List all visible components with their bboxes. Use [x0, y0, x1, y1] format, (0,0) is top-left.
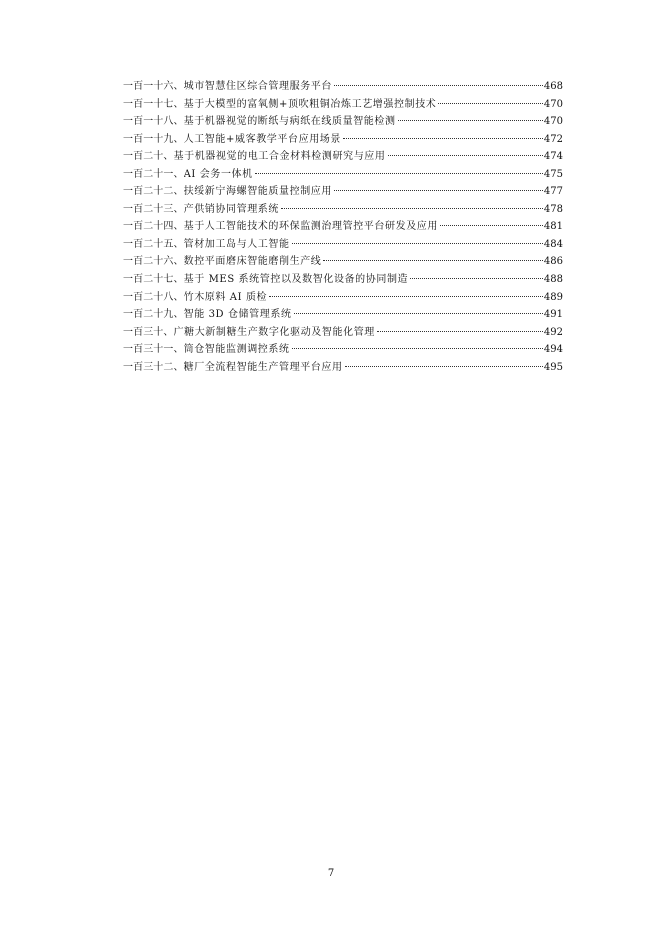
toc-dot-leader: [294, 313, 543, 314]
table-of-contents: [123, 78, 563, 376]
toc-entry-page[interactable]: 481: [543, 221, 563, 233]
toc-entry-page[interactable]: 488: [543, 274, 563, 286]
toc-entry-title[interactable]: 产供销协同管理系统: [183, 203, 280, 215]
toc-entry-page[interactable]: 474: [543, 151, 563, 163]
toc-entry[interactable]: [123, 166, 563, 184]
toc-entry[interactable]: [123, 236, 563, 254]
toc-entry-number: 一百二十三、: [123, 203, 184, 215]
toc-entry-page[interactable]: 495: [543, 361, 563, 373]
toc-dot-leader: [323, 260, 542, 261]
toc-entry-title[interactable]: 基于机器视觉的断纸与病纸在线质量智能检测: [183, 116, 396, 128]
toc-dot-leader: [281, 208, 543, 209]
toc-entry-number: 一百三十二、: [123, 361, 184, 373]
toc-entry-page[interactable]: 477: [543, 186, 563, 198]
toc-entry-number: 一百一十六、: [123, 81, 184, 92]
toc-entry-number: 一百一十八、: [123, 116, 184, 128]
toc-entry-number: 一百二十五、: [123, 238, 184, 250]
toc-entry-page[interactable]: 478: [543, 203, 563, 215]
toc-entry-number: 一百二十八、: [123, 291, 184, 303]
toc-dot-leader: [345, 366, 543, 367]
toc-entry-title[interactable]: 筒仓智能监测调控系统: [183, 344, 290, 356]
toc-entry-number: 一百二十二、: [123, 186, 184, 198]
toc-entry-page[interactable]: 470: [543, 116, 563, 128]
toc-dot-leader: [255, 173, 543, 174]
toc-entry-page[interactable]: 491: [543, 309, 563, 321]
toc-entry[interactable]: [123, 359, 563, 377]
toc-entry-title[interactable]: 人工智能+威客教学平台应用场景: [183, 133, 341, 145]
toc-entry[interactable]: [123, 183, 563, 201]
toc-entry-title[interactable]: 城市智慧住区综合管理服务平台: [183, 81, 333, 92]
toc-entry[interactable]: [123, 271, 563, 289]
toc-dot-leader: [410, 278, 543, 279]
toc-dot-leader: [438, 103, 543, 104]
toc-dot-leader: [343, 138, 543, 139]
toc-dot-leader: [388, 155, 543, 156]
toc-entry-number: 一百三十、: [123, 326, 174, 338]
toc-entry-title[interactable]: 数控平面磨床智能磨削生产线: [183, 256, 322, 268]
toc-entry-number: 一百二十四、: [123, 221, 184, 233]
toc-entry-title[interactable]: 基于 MES 系统管控以及数智化设备的协同制造: [183, 274, 409, 286]
toc-entry-page[interactable]: 494: [543, 344, 563, 356]
toc-dot-leader: [398, 120, 543, 121]
toc-entry-title[interactable]: 智能 3D 仓储管理系统: [183, 309, 292, 321]
toc-dot-leader: [440, 225, 543, 226]
toc-dot-leader: [334, 190, 543, 191]
toc-entry-title[interactable]: 广糖大新制糖生产数字化驱动及智能化管理: [173, 326, 375, 338]
toc-entry-number: 一百三十一、: [123, 344, 184, 356]
toc-entry[interactable]: [123, 289, 563, 307]
toc-entry-title[interactable]: 基于机器视觉的电工合金材料检测研究与应用: [173, 151, 386, 163]
toc-entry[interactable]: [123, 218, 563, 236]
toc-entry-number: 一百一十七、: [123, 98, 184, 110]
toc-entry-number: 一百二十九、: [123, 309, 184, 321]
page-number: 7: [327, 868, 335, 879]
toc-entry-page[interactable]: 486: [543, 256, 563, 268]
toc-entry-page[interactable]: 475: [543, 168, 563, 180]
toc-entry-title[interactable]: 基于人工智能技术的环保监测治理管控平台研发及应用: [183, 221, 439, 233]
toc-entry-page[interactable]: 472: [543, 133, 563, 145]
toc-entry-number: 一百二十、: [123, 151, 174, 163]
toc-entry[interactable]: [123, 131, 563, 149]
toc-entry-title[interactable]: AI 会务一体机: [183, 168, 253, 180]
toc-dot-leader: [377, 331, 543, 332]
toc-entry-page[interactable]: 489: [543, 291, 563, 303]
toc-entry-page[interactable]: 468: [543, 81, 563, 92]
toc-entry[interactable]: [123, 306, 563, 324]
toc-entry-title[interactable]: 糖厂全流程智能生产管理平台应用: [183, 361, 343, 373]
toc-entry-title[interactable]: 基于大模型的富氧侧+顶吹粗铜冶炼工艺增强控制技术: [183, 98, 437, 110]
toc-dot-leader: [269, 296, 543, 297]
toc-entry-page[interactable]: 492: [543, 326, 563, 338]
toc-entry[interactable]: [123, 148, 563, 166]
toc-entry[interactable]: [123, 78, 563, 96]
toc-entry-title[interactable]: 扶绥新宁海螺智能质量控制应用: [183, 186, 333, 198]
toc-entry[interactable]: [123, 113, 563, 131]
toc-entry[interactable]: [123, 96, 563, 114]
toc-entry-number: 一百一十九、: [123, 133, 184, 145]
toc-entry-number: 一百二十六、: [123, 256, 184, 268]
toc-entry-page[interactable]: 484: [543, 238, 563, 250]
toc-dot-leader: [292, 243, 543, 244]
toc-entry[interactable]: [123, 201, 563, 219]
toc-dot-leader: [292, 348, 543, 349]
toc-entry[interactable]: [123, 341, 563, 359]
toc-entry-number: 一百二十一、: [123, 168, 184, 180]
toc-entry[interactable]: [123, 253, 563, 271]
toc-entry-number: 一百二十七、: [123, 274, 184, 286]
toc-entry[interactable]: [123, 324, 563, 342]
toc-dot-leader: [334, 85, 543, 86]
toc-entry-title[interactable]: 竹木原料 AI 质检: [183, 291, 268, 303]
toc-entry-title[interactable]: 管材加工岛与人工智能: [183, 238, 290, 250]
toc-entry-page[interactable]: 470: [543, 98, 563, 110]
